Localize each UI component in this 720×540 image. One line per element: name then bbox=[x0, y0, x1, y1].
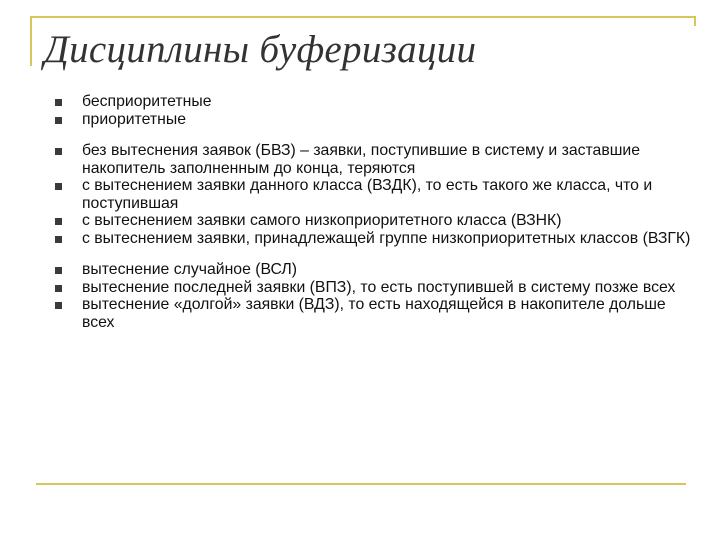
bullet-list bbox=[52, 93, 692, 345]
list-item-text: вытеснение последней заявки (ВПЗ), то есть поступившей в систему позже всех bbox=[82, 278, 676, 296]
list-item bbox=[52, 212, 692, 230]
square-bullet-icon bbox=[55, 267, 62, 274]
bottom-accent-line bbox=[36, 483, 686, 485]
list-item bbox=[52, 142, 692, 177]
slide-title: Дисциплины буферизации bbox=[44, 28, 477, 71]
list-item-text: с вытеснением заявки, принадлежащей группе низкоприоритетных классов (ВЗГК) bbox=[82, 229, 691, 247]
list-item-text: вытеснение случайное (ВСЛ) bbox=[82, 261, 298, 278]
list-item bbox=[52, 177, 692, 212]
top-accent-line-cap bbox=[694, 16, 696, 26]
list-item bbox=[52, 111, 692, 129]
list-item-text: с вытеснением заявки данного класса (ВЗДК), то есть такого же класса, что и поступившая bbox=[82, 177, 653, 212]
square-bullet-icon bbox=[55, 285, 62, 292]
list-item-text: с вытеснением заявки самого низкоприоритетного класса (ВЗНК) bbox=[82, 212, 562, 229]
list-item bbox=[52, 230, 692, 248]
list-item-text: приоритетные bbox=[82, 110, 186, 128]
list-item bbox=[52, 261, 692, 279]
list-item bbox=[52, 93, 692, 111]
square-bullet-icon bbox=[55, 117, 62, 124]
list-item-text: без вытеснения заявок (БВЗ) – заявки, поступившие в систему и заставшие накопитель заполненным до конца, теряются bbox=[82, 142, 641, 177]
list-item bbox=[52, 279, 692, 297]
square-bullet-icon bbox=[55, 148, 62, 155]
bullet-group bbox=[52, 261, 692, 331]
list-item-text: бесприоритетные bbox=[82, 93, 212, 110]
top-accent-line bbox=[30, 16, 696, 18]
square-bullet-icon bbox=[55, 99, 62, 106]
list-item bbox=[52, 296, 692, 331]
bullet-group bbox=[52, 93, 692, 128]
square-bullet-icon bbox=[55, 236, 62, 243]
square-bullet-icon bbox=[55, 302, 62, 309]
square-bullet-icon bbox=[55, 183, 62, 190]
bullet-group bbox=[52, 142, 692, 247]
square-bullet-icon bbox=[55, 218, 62, 225]
list-item-text: вытеснение «долгой» заявки (ВДЗ), то есть находящейся в накопителе дольше всех bbox=[82, 296, 666, 331]
left-accent-line bbox=[30, 16, 32, 66]
